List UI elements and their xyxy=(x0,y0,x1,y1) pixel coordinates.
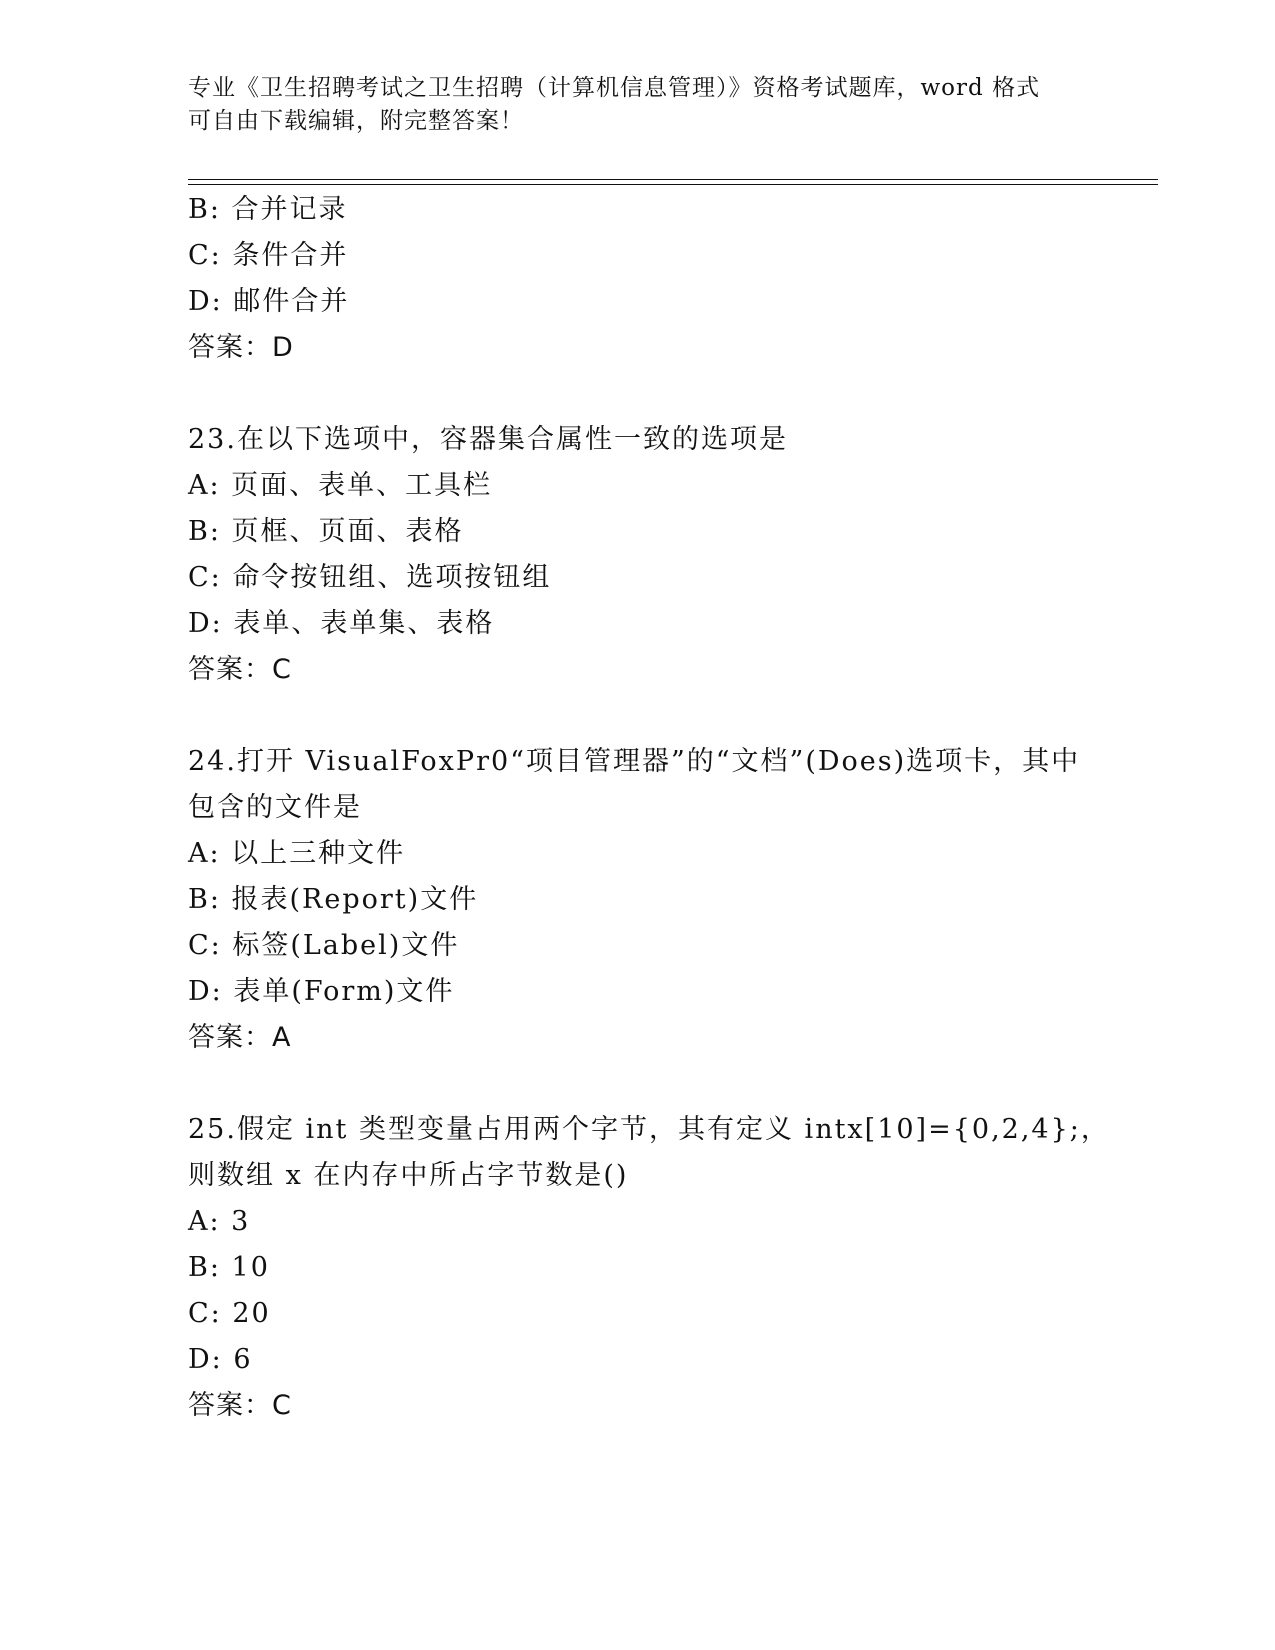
option-c: C: 条件合并 xyxy=(188,240,349,271)
option-b: B: 页框、页面、表格 xyxy=(188,516,464,547)
header-divider-bottom xyxy=(188,184,1158,185)
question-text-line-2: 包含的文件是 xyxy=(188,792,362,823)
option-c: C: 命令按钮组、选项按钮组 xyxy=(188,562,552,593)
header-divider-top xyxy=(188,179,1158,180)
question-25 xyxy=(188,1107,1148,1429)
question-23 xyxy=(188,417,1148,693)
answer-line: 答案：C xyxy=(188,654,292,685)
answer-line: 答案：A xyxy=(188,1022,292,1053)
answer-line: 答案：C xyxy=(188,1390,292,1421)
option-d: D: 6 xyxy=(188,1344,253,1375)
answer-line: 答案：D xyxy=(188,332,294,363)
question-24 xyxy=(188,739,1148,1061)
option-a: A: 3 xyxy=(188,1206,251,1237)
option-d: D: 邮件合并 xyxy=(188,286,350,317)
question-text-line-1: 24.打开 VisualFoxPr0“项目管理器”的“文档”(Does)选项卡，其中 xyxy=(188,746,1081,777)
question-22-tail xyxy=(188,187,1148,371)
question-list xyxy=(188,187,1148,1429)
option-d: D: 表单(Form)文件 xyxy=(188,976,455,1007)
option-c: C: 标签(Label)文件 xyxy=(188,930,460,961)
option-b: B: 合并记录 xyxy=(188,194,348,225)
option-d: D: 表单、表单集、表格 xyxy=(188,608,495,639)
header-line-2: 可自由下载编辑，附完整答案！ xyxy=(188,108,524,134)
option-a: A: 以上三种文件 xyxy=(188,838,406,869)
document-header xyxy=(188,72,1088,138)
option-c: C: 20 xyxy=(188,1298,271,1329)
header-line-1: 专业《卫生招聘考试之卫生招聘（计算机信息管理）》资格考试题库，word 格式 xyxy=(188,75,1041,101)
question-text-line-1: 25.假定 int 类型变量占用两个字节，其有定义 intx[10]={0,2,4};， xyxy=(188,1114,1110,1145)
option-b: B: 报表(Report)文件 xyxy=(188,884,479,915)
question-text: 23.在以下选项中，容器集合属性一致的选项是 xyxy=(188,424,788,455)
option-a: A: 页面、表单、工具栏 xyxy=(188,470,493,501)
question-text-line-2: 则数组 x 在内存中所占字节数是() xyxy=(188,1160,629,1191)
option-b: B: 10 xyxy=(188,1252,270,1283)
